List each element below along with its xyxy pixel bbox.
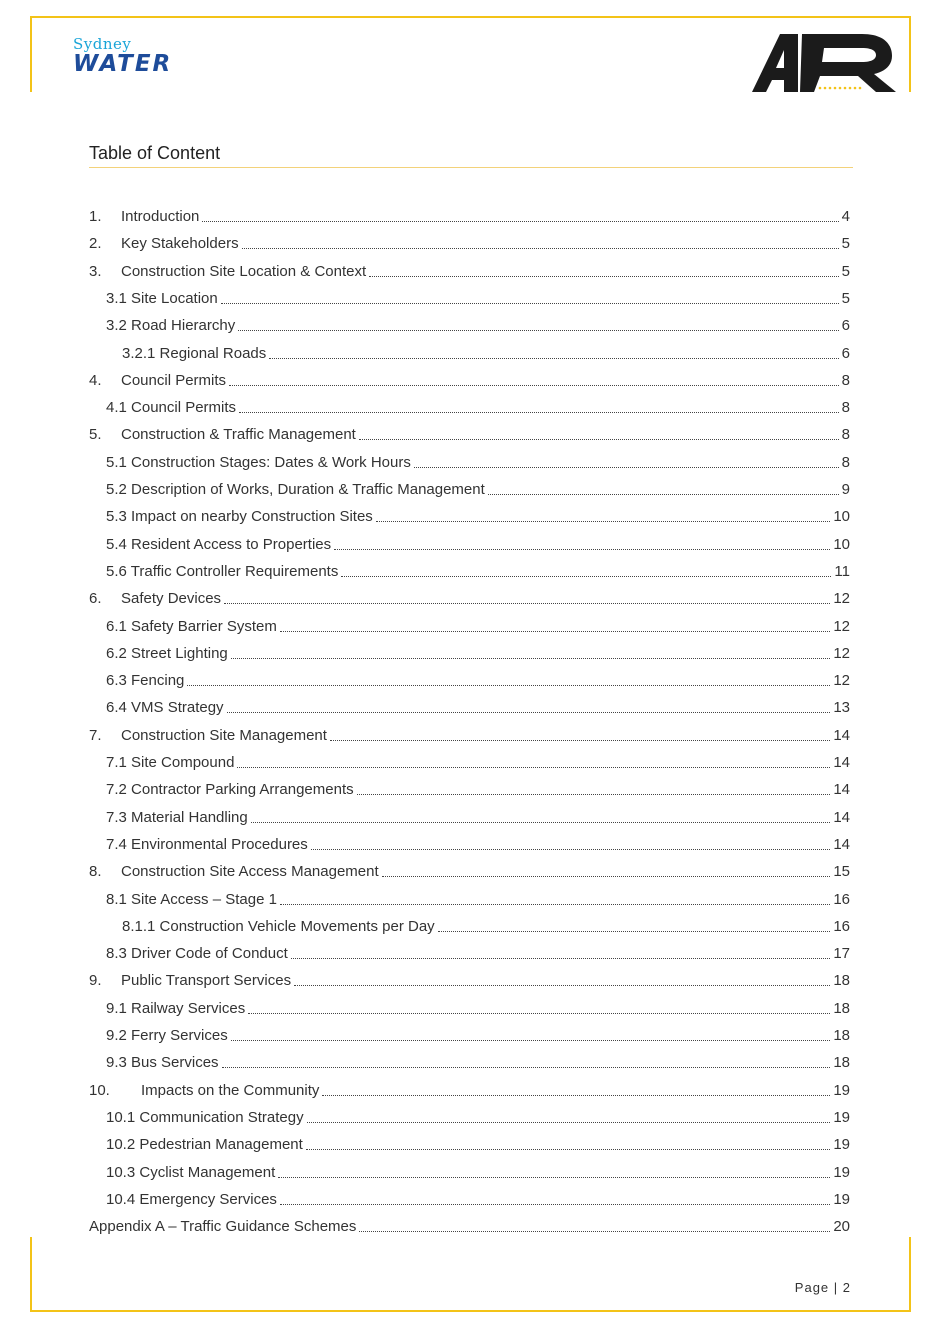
toc-entry-label: 5.3 Impact on nearby Construction Sites xyxy=(106,508,373,526)
toc-entry[interactable] xyxy=(106,615,850,637)
toc-entry-label: Safety Devices xyxy=(121,590,222,608)
toc-entry[interactable] xyxy=(106,751,850,773)
toc-dot-leader xyxy=(330,740,830,741)
frame-top-left-border xyxy=(30,16,32,92)
toc-dot-leader xyxy=(280,904,830,905)
toc-entry-label: 10.1 Communication Strategy xyxy=(106,1108,304,1126)
toc-entry-page: 6 xyxy=(841,317,850,335)
toc-dot-leader xyxy=(359,439,839,440)
toc-entry[interactable] xyxy=(89,1079,850,1101)
toc-entry-page: 5 xyxy=(841,262,850,280)
toc-dot-leader xyxy=(280,1204,830,1205)
toc-entry-page: 18 xyxy=(833,999,850,1017)
toc-dot-leader xyxy=(248,1013,830,1014)
toc-entry[interactable] xyxy=(89,423,850,445)
toc-entry-page: 10 xyxy=(833,535,850,553)
ar-logo xyxy=(750,30,898,94)
toc-entry-page: 17 xyxy=(833,945,850,963)
toc-entry[interactable] xyxy=(106,1024,850,1046)
toc-entry-number: 5. xyxy=(89,426,102,444)
toc-entry[interactable] xyxy=(89,1215,850,1237)
toc-entry-label: 9.2 Ferry Services xyxy=(106,1027,228,1044)
toc-entry-number: 9. xyxy=(89,972,102,990)
toc-dot-leader xyxy=(376,521,831,522)
toc-entry[interactable] xyxy=(106,1051,850,1073)
toc-entry-label: 7.3 Material Handling xyxy=(106,808,248,826)
toc-entry-label: Introduction xyxy=(121,208,200,225)
toc-dot-leader xyxy=(280,631,830,632)
toc-entry[interactable] xyxy=(106,942,850,964)
toc-entry-label: 4.1 Council Permits xyxy=(106,399,237,417)
toc-entry-label: Construction & Traffic Management xyxy=(121,426,356,444)
toc-entry-number: 2. xyxy=(89,235,102,253)
toc-entry-page: 14 xyxy=(833,835,850,853)
toc-entry[interactable] xyxy=(106,1188,850,1210)
toc-entry[interactable] xyxy=(106,478,850,500)
toc-entry-page: 19 xyxy=(833,1163,850,1181)
toc-dot-leader xyxy=(306,1149,831,1150)
toc-dot-leader xyxy=(359,1231,830,1232)
toc-entry-page: 15 xyxy=(833,863,850,881)
toc-entry-page: 8 xyxy=(841,371,850,389)
toc-entry-label: 3.2 Road Hierarchy xyxy=(106,317,236,335)
toc-dot-leader xyxy=(311,849,831,850)
toc-entry-label: 10.4 Emergency Services xyxy=(106,1190,277,1208)
toc-entry-page: 13 xyxy=(833,699,850,717)
toc-dot-leader xyxy=(488,494,839,495)
toc-entry-label: Construction Site Location & Context xyxy=(121,262,367,280)
sydney-water-logo-line1: Sydney xyxy=(73,35,132,53)
toc-entry[interactable] xyxy=(106,642,850,664)
toc-entry-page: 19 xyxy=(833,1108,850,1126)
toc-dot-leader xyxy=(231,1040,831,1041)
toc-entry-label: 7.1 Site Compound xyxy=(106,754,235,771)
sydney-water-logo xyxy=(73,36,183,84)
toc-dot-leader xyxy=(231,658,831,659)
toc-entry-page: 5 xyxy=(841,235,850,253)
toc-entry[interactable] xyxy=(89,724,850,746)
toc-entry-label: 8.1 Site Access – Stage 1 xyxy=(106,890,277,908)
toc-entry[interactable] xyxy=(89,232,850,254)
toc-entry-page: 11 xyxy=(834,562,850,580)
toc-entry-page: 16 xyxy=(833,917,850,935)
toc-entry[interactable] xyxy=(106,1106,850,1128)
toc-dot-leader xyxy=(307,1122,831,1123)
toc-dot-leader xyxy=(382,876,831,877)
toc-dot-leader xyxy=(251,822,831,823)
toc-dot-leader xyxy=(224,603,830,604)
toc-entry-number: 3. xyxy=(89,262,102,280)
toc-dot-leader xyxy=(242,248,839,249)
page-number: Page | 2 xyxy=(794,1280,851,1295)
toc-entry-number: 1. xyxy=(89,208,102,225)
toc-entry-page: 18 xyxy=(833,972,850,990)
toc-entry-label: Council Permits xyxy=(121,371,227,389)
toc-entry-page: 20 xyxy=(833,1218,850,1236)
toc-entry-label: 5.6 Traffic Controller Requirements xyxy=(106,562,339,580)
toc-dot-leader xyxy=(291,958,831,959)
toc-entry-page: 12 xyxy=(833,672,850,690)
toc-entry-page: 19 xyxy=(833,1190,850,1208)
toc-entry-page: 14 xyxy=(833,781,850,799)
toc-entry-label: 6.2 Street Lighting xyxy=(106,644,228,662)
toc-entry[interactable] xyxy=(106,696,850,718)
toc-entry-page: 8 xyxy=(841,426,850,444)
toc-entry[interactable] xyxy=(89,860,850,882)
toc-entry[interactable] xyxy=(106,1133,850,1155)
toc-entry-label: Impacts on the Community xyxy=(141,1081,320,1099)
toc-entry-number: 4. xyxy=(89,371,102,389)
toc-entry-page: 12 xyxy=(833,644,850,662)
toc-dot-leader xyxy=(221,303,839,304)
toc-entry[interactable] xyxy=(106,396,850,418)
toc-entry-label: 6.4 VMS Strategy xyxy=(106,699,224,717)
toc-entry-label: 5.1 Construction Stages: Dates & Work Hours xyxy=(106,453,411,471)
toc-entry-label: 9.1 Railway Services xyxy=(106,999,246,1017)
toc-entry-label: 7.4 Environmental Procedures xyxy=(106,835,308,853)
frame-top-border xyxy=(30,16,911,18)
toc-entry-page: 19 xyxy=(833,1136,850,1154)
toc-entry-label: Key Stakeholders xyxy=(121,235,239,253)
toc-entry[interactable] xyxy=(106,505,850,527)
toc-dot-leader xyxy=(239,412,839,413)
toc-entry-label: Construction Site Access Management xyxy=(121,863,379,881)
toc-entry-label: 10.2 Pedestrian Management xyxy=(106,1136,303,1154)
toc-entry[interactable] xyxy=(106,806,850,828)
toc-entry-number: 6. xyxy=(89,590,102,608)
toc-dot-leader xyxy=(202,221,838,222)
toc-dot-leader xyxy=(278,1177,830,1178)
toc-title: Table of Content xyxy=(89,143,221,163)
toc-entry[interactable] xyxy=(89,205,850,227)
toc-entry-page: 8 xyxy=(841,453,850,471)
toc-entry-label: 8.1.1 Construction Vehicle Movements per Day xyxy=(122,917,435,935)
toc-entry-page: 12 xyxy=(833,590,850,608)
toc-dot-leader xyxy=(238,330,838,331)
toc-entry-number: 10. xyxy=(89,1081,110,1099)
toc-dot-leader xyxy=(187,685,830,686)
toc-entry[interactable] xyxy=(106,833,850,855)
toc-entry-page: 14 xyxy=(833,754,850,771)
toc-entry-page: 14 xyxy=(833,726,850,744)
toc-dot-leader xyxy=(269,358,838,359)
toc-entry-label: 6.3 Fencing xyxy=(106,672,185,690)
toc-entry-page: 14 xyxy=(833,808,850,826)
toc-entry[interactable] xyxy=(89,260,850,282)
toc-entry-label: Construction Site Management xyxy=(121,726,327,744)
frame-top-right-border xyxy=(909,16,911,92)
toc-entry-page: 10 xyxy=(833,508,850,526)
frame-bottom-right-border xyxy=(909,1237,911,1312)
toc-entry[interactable] xyxy=(106,451,850,473)
toc-entry[interactable] xyxy=(106,888,850,910)
toc-entry-page: 4 xyxy=(841,208,850,225)
toc-dot-leader xyxy=(341,576,831,577)
toc-entry[interactable] xyxy=(106,287,850,309)
toc-dot-leader xyxy=(414,467,839,468)
toc-entry-label: 8.3 Driver Code of Conduct xyxy=(106,945,288,963)
toc-entry[interactable] xyxy=(106,997,850,1019)
toc-entry-page: 18 xyxy=(833,1027,850,1044)
toc-entry-label: Appendix A – Traffic Guidance Schemes xyxy=(89,1218,357,1236)
toc-dot-leader xyxy=(334,549,830,550)
frame-bottom-border xyxy=(30,1310,911,1312)
toc-entry-page: 19 xyxy=(833,1081,850,1099)
toc-entry[interactable] xyxy=(89,587,850,609)
toc-entry-page: 5 xyxy=(841,289,850,307)
toc-entry-page: 16 xyxy=(833,890,850,908)
toc-entry[interactable] xyxy=(106,1161,850,1183)
toc-entry-page: 8 xyxy=(841,399,850,417)
toc-entry[interactable] xyxy=(89,369,850,391)
toc-entry[interactable] xyxy=(106,669,850,691)
toc-entry[interactable] xyxy=(106,778,850,800)
toc-entry-label: 5.2 Description of Works, Duration & Traffic Management xyxy=(106,481,485,498)
toc-entry-page: 6 xyxy=(841,344,850,362)
toc-dot-leader xyxy=(237,767,830,768)
toc-dot-leader xyxy=(222,1067,831,1068)
toc-entry-label: 3.1 Site Location xyxy=(106,289,218,307)
toc-dot-leader xyxy=(294,985,830,986)
toc-dot-leader xyxy=(227,712,831,713)
toc-entry[interactable] xyxy=(106,560,850,582)
toc-entry-label: 9.3 Bus Services xyxy=(106,1054,219,1072)
sydney-water-logo-line2: WATER xyxy=(73,51,173,77)
toc-entry-number: 8. xyxy=(89,863,102,881)
toc-dot-leader xyxy=(438,931,831,932)
toc-entry-label: 6.1 Safety Barrier System xyxy=(106,617,277,635)
toc-entry[interactable] xyxy=(106,314,850,336)
toc-entry[interactable] xyxy=(89,969,850,991)
toc-entry[interactable] xyxy=(122,915,850,937)
toc-entry[interactable] xyxy=(106,533,850,555)
toc-entry-label: 7.2 Contractor Parking Arrangements xyxy=(106,781,354,799)
toc-entry-label: 3.2.1 Regional Roads xyxy=(122,344,267,362)
toc-entry-label: 5.4 Resident Access to Properties xyxy=(106,535,332,553)
toc-dot-leader xyxy=(357,794,831,795)
toc-entry-page: 12 xyxy=(833,617,850,635)
toc-entry[interactable] xyxy=(122,342,850,364)
frame-bottom-left-border xyxy=(30,1237,32,1312)
toc-dot-leader xyxy=(369,276,839,277)
toc-entry-label: Public Transport Services xyxy=(121,972,292,990)
toc-entry-number: 7. xyxy=(89,726,102,744)
toc-title-underline xyxy=(89,167,853,168)
toc-entry-page: 18 xyxy=(833,1054,850,1072)
toc-entry-label: 10.3 Cyclist Management xyxy=(106,1163,276,1181)
toc-entry-page: 9 xyxy=(841,481,850,498)
toc-dot-leader xyxy=(322,1095,830,1096)
toc-dot-leader xyxy=(229,385,839,386)
